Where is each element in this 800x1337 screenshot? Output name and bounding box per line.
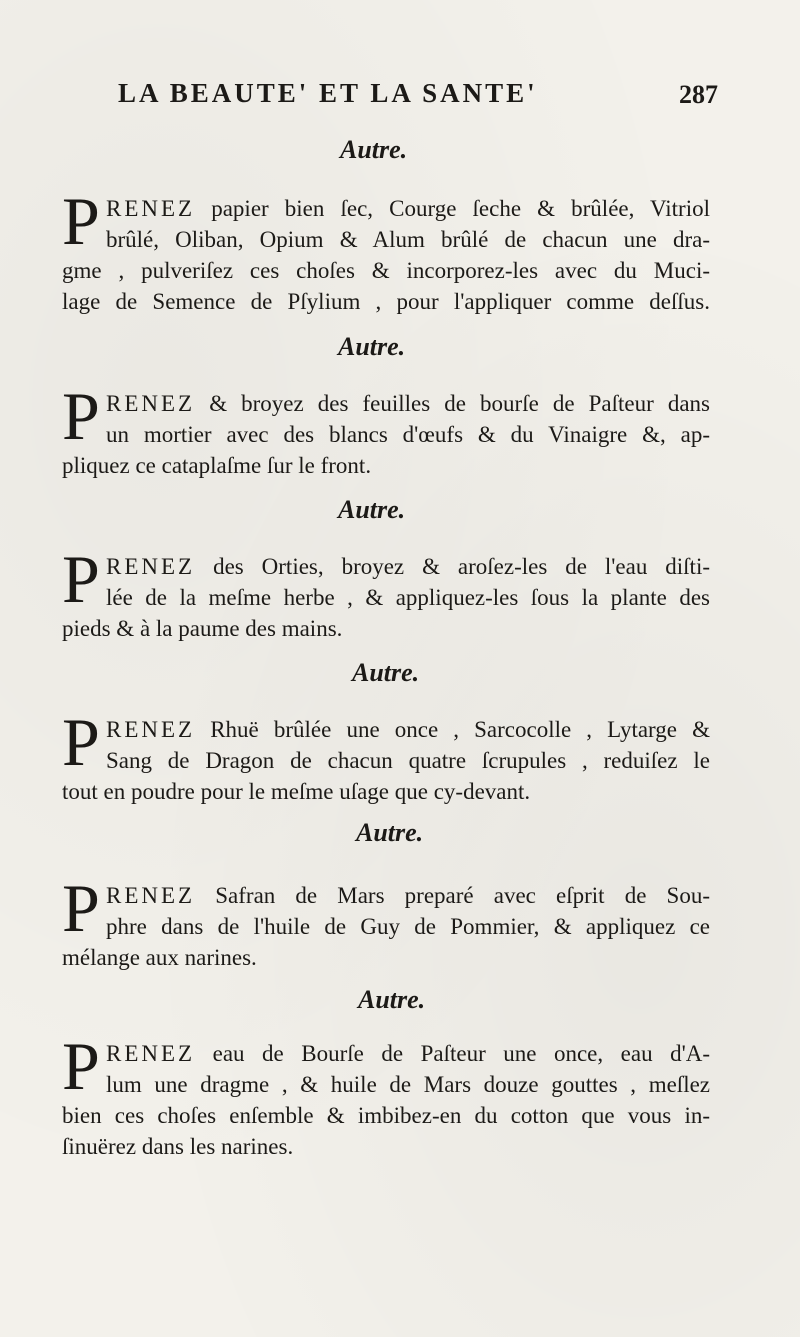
recipe-heading: Autre. [338,332,406,361]
recipe-heading: Autre. [358,985,426,1014]
text-line: pliquez ce cataplaſme ſur le front. [62,453,372,478]
line-text: papier bien ſec, Courge ſeche & brûlée, Vitriol [211,196,710,221]
text-line: brûlé, Oliban, Opium & Alum brûlé de chacun une dra- [106,227,710,252]
line-text: & broyez des feuilles de bourſe de Paſteur dans [209,391,711,416]
text-line: tout en poudre pour le meſme uſage que cy-devant. [62,779,531,804]
recipe-paragraph [62,183,710,317]
text-line: bien ces choſes enſemble & imbibez-en du cotton que vous in- [62,1103,710,1128]
text-line [62,1038,710,1069]
drop-cap: P [62,704,100,780]
recipe-paragraph [62,704,710,807]
text-line: un mortier avec des blancs d'œufs & du Vinaigre &, ap- [106,422,710,447]
first-word: RENEZ [106,1041,196,1066]
text-line: pieds & à la paume des mains. [62,616,343,641]
recipe-heading: Autre. [340,135,408,164]
drop-cap: P [62,541,100,617]
recipe-paragraph [62,541,710,644]
recipe-paragraph [62,1028,710,1162]
first-word: RENEZ [106,717,196,742]
text-line: lage de Semence de Pſylium , pour l'appliquer comme deſſus. [62,289,710,314]
text-line: phre dans de l'huile de Guy de Pommier, & appliquez ce [106,914,710,939]
recipe-heading: Autre. [356,818,424,847]
text-line: gme , pulveriſez ces choſes & incorporez-les avec du Muci- [62,258,710,283]
line-text: Rhuë brûlée une once , Sarcocolle , Lytarge & [210,717,710,742]
drop-cap: P [62,378,100,454]
drop-cap: P [62,183,100,259]
text-line: Sang de Dragon de chacun quatre ſcrupules , reduiſez le [106,748,710,773]
text-line: lée de la meſme herbe , & appliquez-les ſous la plante des [106,585,710,610]
drop-cap: P [62,1028,100,1104]
drop-cap: P [62,870,100,946]
first-word: RENEZ [106,196,196,221]
running-head: LA BEAUTE' ET LA SANTE' [118,78,538,108]
text-line [62,551,710,582]
text-line [62,193,710,224]
text-line [62,880,710,911]
line-text: Safran de Mars preparé avec eſprit de Sou- [215,883,710,908]
line-text: eau de Bourſe de Paſteur une once, eau d'A- [212,1041,710,1066]
recipe-heading: Autre. [338,495,406,524]
recipe-heading: Autre. [352,658,420,687]
first-word: RENEZ [106,554,196,579]
first-word: RENEZ [106,883,196,908]
recipe-paragraph [62,378,711,481]
text-line: mélange aux narines. [62,945,257,970]
text-line: ſinuërez dans les narines. [62,1134,294,1159]
first-word: RENEZ [106,391,196,416]
text-line [62,714,710,745]
line-text: des Orties, broyez & aroſez-les de l'eau diſti- [213,554,710,579]
text-line [62,388,710,419]
recipe-paragraph [62,870,710,973]
text-line: lum une dragme , & huile de Mars douze gouttes , meſlez [106,1072,710,1097]
page-header [118,78,718,118]
page-number: 287 [679,80,718,109]
